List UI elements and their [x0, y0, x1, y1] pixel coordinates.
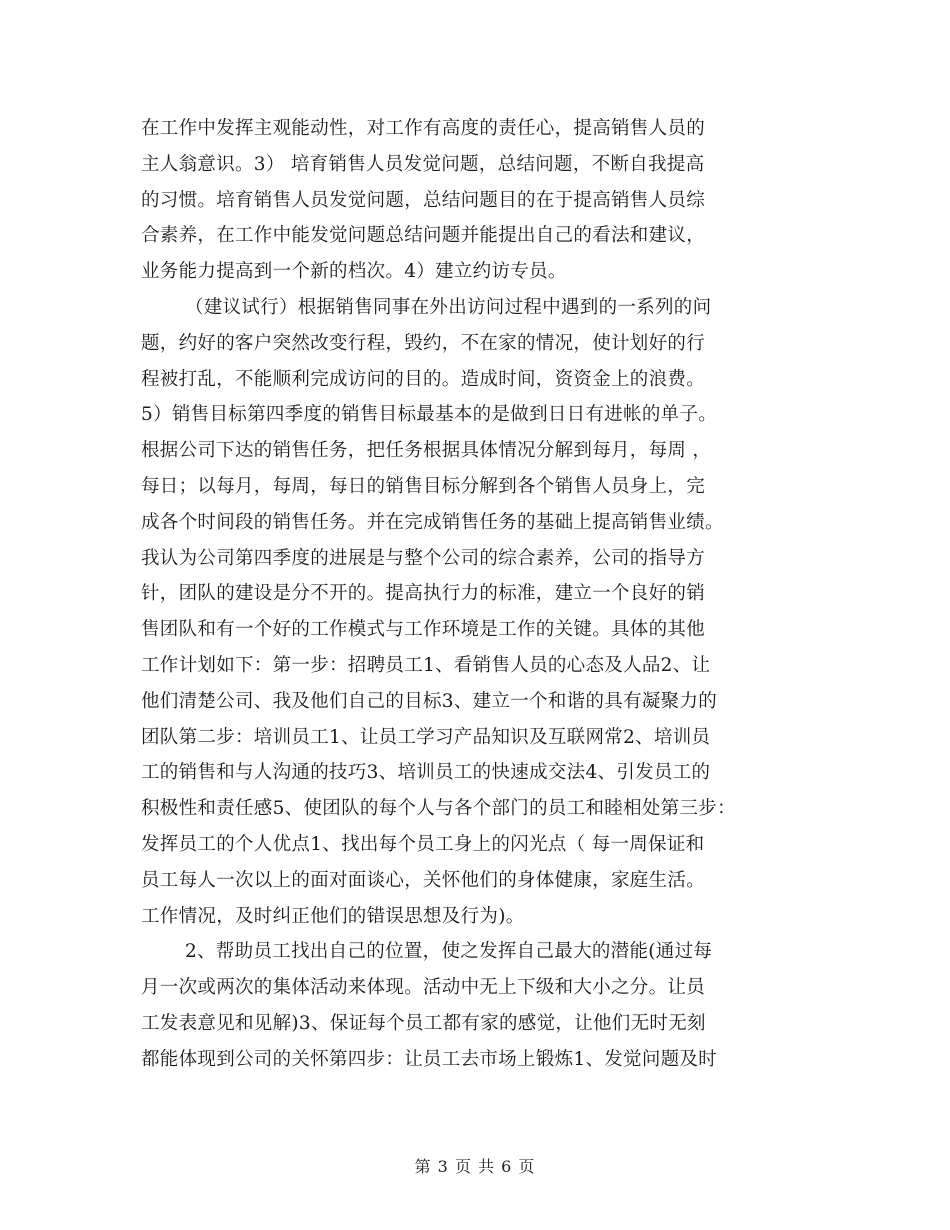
text-line: 员工每人一次以上的面对面谈心，关怀他们的身体健康，家庭生活。: [141, 869, 706, 891]
text-line: 都能体现到公司的关怀第四步：让员工去市场上锻炼1、发觉问题及时: [141, 1048, 718, 1070]
text-line: 工的销售和与人沟通的技巧3、培训员工的快速成交法4、引发员工的: [141, 762, 711, 784]
text-line: 积极性和责任感5、使团队的每个人与各个部门的员工和睦相处第三步：: [141, 798, 736, 820]
text-line: 成各个时间段的销售任务。并在完成销售任务的基础上提高销售业绩。: [141, 511, 724, 533]
text-line: 的习惯。培育销售人员发觉问题，总结问题目的在于提高销售人员综: [141, 189, 706, 211]
text-line: 在工作中发挥主观能动性，对工作有高度的责任心，提高销售人员的: [141, 118, 706, 139]
text-line: 工作情况，及时纠正他们的错误思想及行为)。: [141, 905, 525, 927]
document-body: [141, 111, 811, 1078]
text-line: 月一次或两次的集体活动来体现。活动中无上下级和大小之分。让员: [141, 977, 706, 999]
paragraph-start-line: 2、帮助员工找出自己的位置，使之发挥自己最大的潜能(通过每: [185, 941, 713, 963]
text-line: 针，团队的建设是分不开的。提高执行力的标准，建立一个良好的销: [141, 583, 706, 605]
text-line: 工作计划如下：第一步：招聘员工1、看销售人员的心态及人品2、让: [141, 654, 711, 676]
page-number-footer: 第 3 页 共 6 页: [414, 1157, 536, 1176]
text-line: 工发表意见和见解)3、保证每个员工都有家的感觉，让他们无时无刻: [141, 1012, 706, 1034]
text-line: 每日；以每月，每周，每日的销售目标分解到各个销售人员身上，完: [141, 475, 706, 497]
text-line: 主人翁意识。3） 培育销售人员发觉问题，总结问题，不断自我提高: [141, 153, 705, 175]
text-line: 合素养，在工作中能发觉问题总结问题并能提出自己的看法和建议，: [141, 225, 706, 247]
text-line: 他们清楚公司、我及他们自己的目标3、建立一个和谐的具有凝聚力的: [141, 690, 718, 712]
text-line: 我认为公司第四季度的进展是与整个公司的综合素养，公司的指导方: [141, 547, 706, 569]
text-line: 团队第二步：培训员工1、让员工学习产品知识及互联网常2、培训员: [141, 726, 711, 748]
text-line: 题，约好的客户突然改变行程，毁约，不在家的情况，使计划好的行: [141, 332, 706, 354]
text-line: 5）销售目标第四季度的销售目标最基本的是做到日日有进帐的单子。: [141, 404, 718, 426]
text-line: 发挥员工的个人优点1、找出每个员工身上的闪光点（ 每一周保证和: [141, 833, 705, 855]
text-line: 根据公司下达的销售任务，把任务根据具体情况分解到每月，每周 ，: [141, 440, 712, 462]
text-line: 售团队和有一个好的工作模式与工作环境是工作的关键。具体的其他: [141, 619, 706, 641]
text-line: 业务能力提高到一个新的档次。4）建立约访专员。: [141, 261, 567, 283]
paragraph-start-line: （建议试行）根据销售同事在外出访问过程中遇到的一系列的问: [185, 296, 712, 318]
text-line: 程被打乱，不能顺利完成访问的目的。造成时间，资资金上的浪费。: [141, 368, 706, 390]
